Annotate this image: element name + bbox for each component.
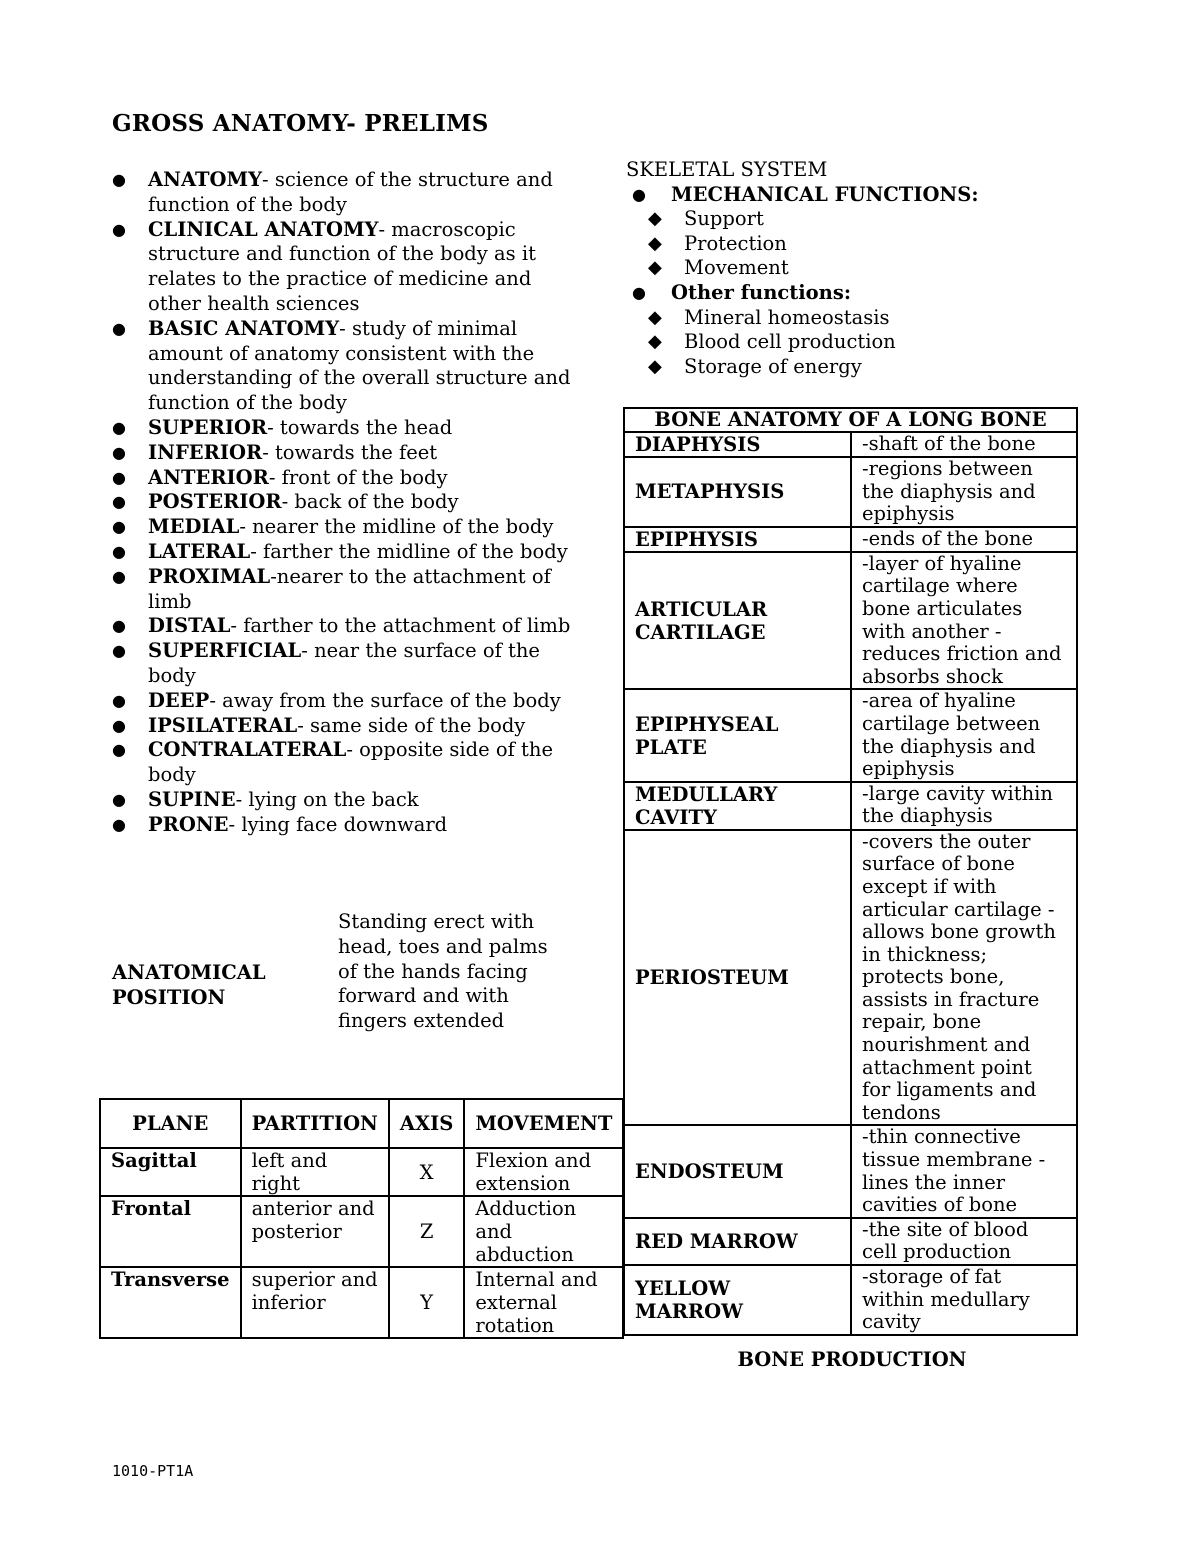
table-cell: -storage of fat within medullary cavity — [851, 1265, 1077, 1335]
table-cell: -area of hyaline cartilage between the diaphysis and epiphysis — [851, 689, 1077, 781]
table-cell: PERIOSTEUM — [624, 830, 851, 1126]
bullet-icon: ● — [112, 417, 126, 437]
table-cell: YELLOW MARROW — [624, 1265, 851, 1335]
list-item: ● ANTERIOR- front of the body — [112, 465, 448, 489]
table-cell: left and right — [241, 1148, 389, 1196]
table-cell: Frontal — [100, 1196, 241, 1267]
bullet-icon: ● — [112, 690, 126, 710]
table-cell: Adduction and abduction — [464, 1196, 623, 1267]
table-header: MOVEMENT — [464, 1099, 623, 1148]
bullet-icon: ● — [112, 715, 126, 735]
table-row — [100, 1148, 623, 1196]
diamond-icon: ◆ — [648, 232, 662, 254]
table-cell: EPIPHYSEAL PLATE — [624, 689, 851, 781]
diamond-icon: ◆ — [648, 355, 662, 377]
table-cell: EPIPHYSIS — [624, 527, 851, 552]
table-cell: -shaft of the bone — [851, 432, 1077, 457]
bullet-icon: ● — [112, 616, 126, 636]
bullet-icon: ● — [112, 517, 126, 537]
anatomical-position — [112, 910, 572, 1060]
list-item: ● SUPERIOR- towards the head — [112, 415, 453, 439]
table-row — [624, 1125, 1077, 1217]
bullet-icon: ● — [112, 814, 126, 834]
diamond-icon: ◆ — [648, 257, 662, 279]
list-item: ◆ Protection — [648, 231, 787, 255]
other-functions-list — [626, 306, 1086, 380]
terms-list — [112, 168, 572, 838]
table-cell: -the site of blood cell production — [851, 1218, 1077, 1265]
bullet-icon: ● — [112, 789, 126, 809]
list-item: ◆ Movement — [648, 256, 789, 280]
diamond-icon: ◆ — [648, 208, 662, 230]
table-row — [624, 689, 1077, 781]
table-row — [624, 1218, 1077, 1265]
skeletal-functions — [626, 183, 1086, 208]
table-cell: superior and inferior — [241, 1267, 389, 1338]
list-item: ● CLINICAL ANATOMY- macroscopic structure and function of the body as it relates to the practice of medicine and other health sciences — [112, 217, 536, 315]
diamond-icon: ◆ — [648, 331, 662, 353]
table-cell: MEDULLARY CAVITY — [624, 782, 851, 830]
table-header-row — [100, 1099, 623, 1148]
table-title: BONE ANATOMY OF A LONG BONE — [624, 408, 1077, 432]
list-item: ◆ Mineral homeostasis — [648, 305, 890, 329]
table-cell: -thin connective tissue membrane -lines the inner cavities of bone — [851, 1125, 1077, 1217]
table-header-row — [624, 408, 1077, 432]
list-item: ◆ Storage of energy — [648, 354, 862, 378]
table-row — [100, 1267, 623, 1338]
bone-production-heading: BONE PRODUCTION — [737, 1348, 967, 1371]
table-cell: METAPHYSIS — [624, 457, 851, 527]
bullet-icon: ● — [112, 170, 126, 189]
bullet-icon: ● — [112, 641, 126, 661]
list-item: ● IPSILATERAL- same side of the body — [112, 713, 526, 737]
table-row — [624, 432, 1077, 457]
table-cell: Sagittal — [100, 1148, 241, 1196]
bone-anatomy-table — [623, 407, 1078, 1336]
bullet-icon: ● — [112, 740, 126, 760]
table-row — [100, 1196, 623, 1267]
list-item: ● ANATOMY- science of the structure and function of the body — [112, 168, 553, 216]
table-cell: ENDOSTEUM — [624, 1125, 851, 1217]
bullet-icon: ● — [112, 566, 126, 586]
table-cell: X — [389, 1148, 464, 1196]
bullet-icon: ● — [632, 282, 646, 302]
list-item: ● PROXIMAL-nearer to the attachment of limb — [112, 564, 551, 613]
table-cell: ARTICULAR CARTILAGE — [624, 552, 851, 690]
list-item: ● LATERAL- farther the midline of the body — [112, 539, 568, 563]
skeletal-functions — [626, 281, 1086, 306]
table-cell: Flexion and extension — [464, 1148, 623, 1196]
mechanical-functions-list — [626, 207, 1086, 281]
list-item: ● CONTRALATERAL- opposite side of the body — [112, 738, 553, 787]
table-row — [624, 527, 1077, 552]
list-item: ● POSTERIOR- back of the body — [112, 490, 459, 514]
page-title: GROSS ANATOMY- PRELIMS — [112, 110, 489, 137]
anatomical-position-label — [112, 960, 312, 1010]
list-item: ● DISTAL- farther to the attachment of limb — [112, 614, 571, 638]
plane-table — [99, 1098, 624, 1339]
bullet-icon: ● — [112, 541, 126, 561]
left-column — [111, 168, 613, 1337]
diamond-icon: ◆ — [648, 306, 662, 328]
table-row — [624, 457, 1077, 527]
table-cell: -regions between the diaphysis and epiphysis — [851, 457, 1077, 527]
table-cell: DIAPHYSIS — [624, 432, 851, 457]
skeletal-system-title: SKELETAL SYSTEM — [626, 158, 828, 181]
label-line: ANATOMICAL — [112, 961, 266, 984]
table-row — [624, 552, 1077, 690]
table-row — [624, 830, 1077, 1126]
table-cell: -ends of the bone — [851, 527, 1077, 552]
anatomical-position-description: Standing erect with head, toes and palms of the hands facing forward and with fingers extended — [338, 910, 548, 1033]
table-cell: Internal and external rotation — [464, 1267, 623, 1338]
list-item: ● Other functions: — [632, 280, 852, 304]
bullet-icon: ● — [112, 492, 126, 512]
table-row — [624, 782, 1077, 830]
table-header: PARTITION — [241, 1099, 389, 1148]
table-row — [624, 1265, 1077, 1335]
list-item: ● SUPINE- lying on the back — [112, 787, 419, 811]
list-item: ● BASIC ANATOMY- study of minimal amount of anatomy consistent with the understanding of the overall structure and function of the body — [112, 316, 571, 415]
label-line: POSITION — [112, 986, 226, 1009]
table-header: PLANE — [100, 1099, 241, 1148]
list-item: ● INFERIOR- towards the feet — [112, 440, 438, 464]
bullet-icon: ● — [632, 184, 646, 204]
list-item: ◆ Support — [648, 207, 764, 231]
list-item: ● PRONE- lying face downward — [112, 812, 448, 836]
list-item: ● MEDIAL- nearer the midline of the body — [112, 515, 554, 539]
table-cell: -large cavity within the diaphysis — [851, 782, 1077, 830]
list-item: ● SUPERFICIAL- near the surface of the body — [112, 639, 540, 687]
table-cell: -covers the outer surface of bone except if with articular cartilage -allows bone growth in thickness; protects bone, assists in fracture repair, bone nourishment and attachment point for ligaments and tendons — [851, 830, 1077, 1126]
list-item: ● MECHANICAL FUNCTIONS: — [632, 182, 979, 206]
bullet-icon: ● — [112, 318, 126, 338]
table-cell: Z — [389, 1196, 464, 1267]
table-header: AXIS — [389, 1099, 464, 1148]
bullet-icon: ● — [112, 442, 126, 462]
bullet-icon: ● — [112, 219, 126, 239]
list-item: ● DEEP- away from the surface of the body — [112, 688, 561, 712]
table-cell: anterior and posterior — [241, 1196, 389, 1267]
bullet-icon: ● — [112, 467, 126, 487]
page-footer: 1010-PT1A — [112, 1462, 194, 1480]
table-cell: Transverse — [100, 1267, 241, 1338]
list-item: ◆ Blood cell production — [648, 330, 896, 354]
right-column — [626, 158, 1086, 1371]
table-cell: -layer of hyaline cartilage where bone articulates with another -reduces friction and absorbs shock — [851, 552, 1077, 690]
table-cell: RED MARROW — [624, 1218, 851, 1265]
table-cell: Y — [389, 1267, 464, 1338]
